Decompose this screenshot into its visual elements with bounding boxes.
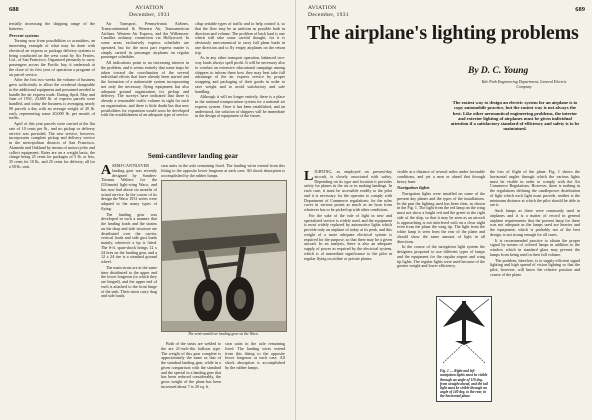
paragraph: It is recommended practice to obtain the proper signal by means of colored lamps in addition to the window which in standard glass may prevent the lamps from being used in their full volume. [490,237,580,257]
article-column-1 [9,22,95,416]
article-lead: The easiest way to design an electric system for an airplane is to copy automobile practice, but the easiest way is not always the best. Like other aeronautical engineering problems, the interior and exterior lighting of airplanes must be given individual attention if a satisfactory standard of efficiency and safety is to be maintained. [450,100,580,132]
paragraph: ctlup settable types of traffic and to help control it, so that the flow may be as uniform as possible both in direction and volume. The problem of back haul is one which will take some careful thought, for it is obviously uneconomical to carry full plane loads in one direction and to fly empty airplanes on the return trip. [195,22,285,55]
landing-gear-photo [161,180,287,332]
paragraph: Both of the struts are welded to the are 21-inch-dia. balloon type. The weight of this gear complete is approximately the same as that of the standard landing gear, while in a given comparison with the standard and the special in a landing gear that has been reduced considerably, the gross weight of the plane has been increased about 7 to 20 sq. ft. [161,342,221,389]
masthead-date: December, 1931 [129,11,170,18]
paragraph: sion units in the axle remaining fixed. The landing wires extend from this fitting to the opposite lower longeron at each case. All shock absorption is accomplished by the rubber lumps. [161,164,285,178]
paragraph: Although it will no longer entirely, there is a place in the national transportation system for a national air express system. Once it has been established, and an understood, the solution of shippers will be immediate in the design of equipment of the future. [195,94,285,119]
article-2-column-1 [101,164,157,416]
page-header [9,0,288,22]
paragraph: After the first two weeks the volume of business grew sufficiently to allow the overhead chargeable to the additional equipment and personnel needed to handle the air express trade. During April, May and June of 1931, 23,685 lb. of express parcels were handled, and today the business is averaging nearly 90 parcels a day with an average weight of 20 lb. each, representing some 20,000 lb. per month of traffic. [9,77,95,121]
article-title: Semi-cantilever landing gear [147,151,239,160]
figure-caption: Fig. 1 — Right and left navigation lights must be visible through an angle of 110 deg. from straight ahead, and the tail light must be visible through an angle of 140 deg. to the rear, in the horizontal plane. [440,369,488,398]
masthead [129,5,170,18]
article-title: The airplane's lighting problems [307,22,579,44]
paragraph: The problem, therefore, is to supply efficient signal lighting and high spread of vision lighting so that the pilot, however, will know the relative position and course of the plane. [490,257,580,277]
author-affiliation: Yale Park Engineering Department, General Electric Company [481,79,567,89]
paragraph: In the course of the navigation light system the designers proposed to use different types of lamps and the equipment for the regular airport and wing tip lights. The regular lights were used because of the greater weight and lower efficiency. [397,244,485,269]
figure-caption: The semi-cantilever landing gear on the Waco [187,332,259,336]
paragraph: The main struts are at the same time distributed to the upper and the lower longeron (to which they are hinged), and the upper end of each is attached to the front hinge of the stub. Their struts carry drag and side loads. [101,264,157,299]
article-column-2 [101,22,189,150]
masthead-title: AVIATION [135,5,164,11]
article-column-3 [490,170,580,416]
paragraph: SEMI-CANTILEVER landing gear was recently designed by Sanders-Thomas Walters for the (Ultimate) light-wing Waco, and has now had about six months of actual service. In the course of its design the Waco 1931 series were adapted to the many types of flying. [101,164,157,211]
paragraph: sion units in the axle remaining fixed. The landing wires extend from this fitting to the opposite lower longeron at each case. All shock absorption is accomplished by the rubber lumps. [225,342,285,370]
section-subhead: Navigation lights [397,185,430,191]
paragraph: IGHTING, as employed on present-day aircraft, is closely associated with safety. Depending on its type and location it provides safety for planes in the air or in making landings. In each case, it must be accessible readily to the pilot and it is necessary for the operator to comply with Department of Commerce regulations; for the rules cover in various points as much as an hour from whatever has to be picked up with other conditions. [304,170,392,212]
paragraph: the loss of flight of the plane. Fig. 1 shows the horizontal angles through which the various lights must be visible in order to comply with the Air Commerce Regulations. However, there is nothing in the regulations defining the candlepower distribution of light which each light must provide, neither is the minimum distance at which the pilot should be able to see it. [490,170,580,208]
author-byline: By D. C. Young [468,66,529,76]
paragraph: All indications point to an increasing interest in the problem, and it seems entirely that some steps be taken toward the coordination of the several individual efforts that have already been started and the formation of a nationwide system incorporating not only the necessary flying equipment but also adequate ground organization for pickup and delivery. The surveys have indicated that there is already a reasonable traffic volume in sight for such an organization, and there is little doubt but that new possibilities for expansion would soon be developed with the establishment of an adequate type of service. [101,60,189,118]
paragraph: For the sake of the rule of light in new and specialized service is widely used, and the equipment is most widely replaced by automotive lights which provide only an airplane of today at its peak, and this weight of a more adequate electrical system is required for the purpose, so that there may be a given aircraft. In an analysis, there is also an adequate supply of power as required by the electrical system, which is of immediate significance to the pilot in regular flying on airline or private planes. [304,212,392,261]
article-column-3 [195,22,285,150]
paragraph: visible at a distance of several miles under favorable conditions, and yet a near or ahead that through heavy haze. [397,170,485,184]
paragraph: Air Transport, Pennsylvania Airlines, Transcontinental & Western Air, Transamerican Airlines, Western Air Express, and the Willemsen-Candiles ordinary connection via Hollywood. In some areas exclusively express schedules are operated, but for the most part express matter is simply carried in passenger airplanes on regular passenger schedules. [101,22,189,60]
article-2-header [101,150,285,163]
page-number: 689 [575,6,585,13]
paragraph: Navigation lights were installed on some of the present day planes and the types of the installations. In the past the lighting used has been clear, as shown in the Fig. 1. The light from the red lamp on the wing must not show a bright red and the green to the right side of the ship, so that it may be seen as an aircraft is approaching is not interfered with on a clear night even from the plane the wing tip. The light from the white lamp is seen from the rear of the plane and should show the same amount of light in all directions. [397,191,485,244]
masthead [308,5,349,18]
article-2-column-2-top [161,164,285,178]
page-header [304,0,585,22]
masthead-title: AVIATION [308,5,337,11]
article-2-column-2 [161,342,221,416]
paragraph: tertially increasing the shipping range of the batteries. [9,22,95,31]
paragraph: Such lamps as these were commonly used in airplanes and it is a matter of record in general airplane requirements that the present lamp for these was not adequate as the lamps used are heavier and the equipment, which is probably not of the best design, is not strong enough for all cases. [490,208,580,237]
article-column-1 [304,170,392,416]
article-2-column-3 [225,342,285,416]
drop-cap: L [304,170,314,184]
right-page [296,0,592,420]
figure-1-diagram [436,296,492,402]
navigation-light-angles-diagram [437,297,491,367]
drop-cap: A [101,164,112,178]
paragraph: As in any other transport operation, balanced two-way loads always spell profit. It will be necessary also to conduct an extensive educational campaign among shippers to inform them how they may best take full advantage of the air express service by proper wrapping and packaging of their goods in order to save weight and to avoid satisfactory and safe handling. [195,55,285,94]
masthead-date: December, 1931 [308,11,349,18]
section-subhead: Percent systems [9,32,39,38]
page-number: 688 [9,6,19,13]
paragraph: April of this year parcels were carried at the flat rate of 10 cents per lb., and no pickup or delivery service was provided. The new service, however, incorporates complete pickup and delivery service in the metropolitan districts of San Francisco, Alameda and Oakland by means of motorcycles and collect equipment. Rates are on a weight basis, the charge being 25 cents for packages of 5 lb. or less, 35 cents for 10 lb., and 25 cents for delivery, all for a 50-lb. unit. [9,121,95,169]
paragraph: Turning now from possibilities to actualities, an interesting example of what may be done with electrical air express or package delivery systems is being conducted on the west coast by Air Ferries, Ltd., of San Francisco. Organized primarily to carry passengers across the Pacific bay, it undertook at the close of its first year of operation a program of air parcel service. [9,38,95,77]
paragraph: The landing gear was developed in such a manner that the landing loads and the strains on the shop and side structure are distributed over the carrier, vertical loads and side gust loads mainly, wherever a tip is fitted. The 6-ft. span-shock brings 12 x 24 tires on the landing gear, and a 12 x 24 tire is a standard ground wheel. [101,211,157,264]
landing-gear-photo-graphic [162,181,286,331]
